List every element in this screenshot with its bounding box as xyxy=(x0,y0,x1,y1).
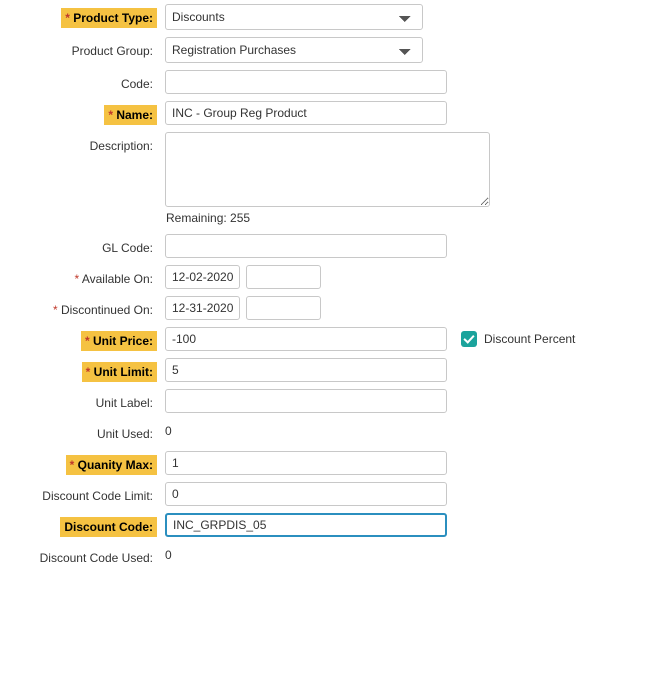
form-row-description xyxy=(0,132,656,207)
form-row-code xyxy=(0,70,656,94)
discount-code-used-field-cell xyxy=(165,544,656,562)
form-row-product-group xyxy=(0,37,656,63)
product-group-field-cell xyxy=(165,37,656,63)
available-on-time-input[interactable] xyxy=(246,265,321,289)
name-label-cell xyxy=(0,101,165,125)
form-row-unit-price xyxy=(0,327,656,351)
available-on-label: * Available On: xyxy=(74,272,153,286)
description-textarea[interactable] xyxy=(165,132,490,207)
discount-code-used-label: Discount Code Used: xyxy=(39,551,153,565)
unit-price-input[interactable] xyxy=(165,327,447,351)
description-label-cell xyxy=(0,132,165,156)
product-group-label-cell xyxy=(0,37,165,61)
product-type-select[interactable] xyxy=(165,4,423,30)
discontinued-on-label-cell xyxy=(0,296,165,320)
description-remaining-counter: Remaining: 255 xyxy=(166,211,251,225)
product-group-select[interactable] xyxy=(165,37,423,63)
form-row-discontinued-on xyxy=(0,296,656,320)
form-row-unit-label xyxy=(0,389,656,413)
discontinued-on-date-input[interactable] xyxy=(165,296,240,320)
description-field-cell xyxy=(165,132,656,207)
discount-code-used-value: 0 xyxy=(165,548,172,562)
discount-code-limit-label: Discount Code Limit: xyxy=(42,489,153,503)
discontinued-on-field-cell xyxy=(165,296,656,320)
form-row-product-type xyxy=(0,4,656,30)
name-label: * Name: xyxy=(104,105,157,125)
unit-label-label-cell xyxy=(0,389,165,413)
discontinued-on-label: * Discontinued On: xyxy=(52,303,153,317)
discount-code-limit-label-cell xyxy=(0,482,165,506)
code-input[interactable] xyxy=(165,70,447,94)
quanity-max-field-cell xyxy=(165,451,656,475)
discount-code-used-label-cell xyxy=(0,544,165,568)
unit-label-label: Unit Label: xyxy=(95,396,153,410)
product-type-label-cell xyxy=(0,4,165,28)
available-on-label-cell xyxy=(0,265,165,289)
discontinued-on-time-input[interactable] xyxy=(246,296,321,320)
discount-code-field-cell xyxy=(165,513,656,537)
unit-used-label-cell xyxy=(0,420,165,444)
quanity-max-input[interactable] xyxy=(165,451,447,475)
form-row-unit-limit xyxy=(0,358,656,382)
quanity-max-label-cell xyxy=(0,451,165,475)
form-row-discount-code xyxy=(0,513,656,537)
discount-code-input[interactable] xyxy=(165,513,447,537)
name-input[interactable] xyxy=(165,101,447,125)
product-group-label: Product Group: xyxy=(71,44,153,58)
description-label: Description: xyxy=(89,139,153,153)
gl-code-label-cell xyxy=(0,234,165,258)
unit-used-value: 0 xyxy=(165,424,172,438)
unit-limit-field-cell xyxy=(165,358,656,382)
gl-code-field-cell xyxy=(165,234,656,258)
unit-label-field-cell xyxy=(165,389,656,413)
unit-price-field-cell xyxy=(165,327,656,351)
discount-code-limit-field-cell xyxy=(165,482,656,506)
discount-percent-checkbox[interactable] xyxy=(461,331,477,347)
discount-code-limit-input[interactable] xyxy=(165,482,447,506)
product-type-label: * Product Type: xyxy=(61,8,157,28)
form-row-unit-used xyxy=(0,420,656,444)
form-row-name xyxy=(0,101,656,125)
code-label-cell xyxy=(0,70,165,94)
form-row-discount-code-used xyxy=(0,544,656,568)
unit-limit-input[interactable] xyxy=(165,358,447,382)
unit-used-label: Unit Used: xyxy=(96,427,153,441)
discount-code-label-cell xyxy=(0,513,165,537)
code-field-cell xyxy=(165,70,656,94)
form-row-gl-code xyxy=(0,234,656,258)
gl-code-label: GL Code: xyxy=(102,241,153,255)
form-row-quanity-max xyxy=(0,451,656,475)
discount-code-label: Discount Code: xyxy=(60,517,157,537)
quanity-max-label: * Quanity Max: xyxy=(66,455,157,475)
form-row-available-on xyxy=(0,265,656,289)
unit-limit-label: * Unit Limit: xyxy=(82,362,157,382)
unit-price-label: * Unit Price: xyxy=(81,331,157,351)
available-on-date-input[interactable] xyxy=(165,265,240,289)
form-row-discount-code-limit xyxy=(0,482,656,506)
unit-used-field-cell xyxy=(165,420,656,438)
gl-code-input[interactable] xyxy=(165,234,447,258)
discount-percent-label: Discount Percent xyxy=(484,332,576,346)
product-type-field-cell xyxy=(165,4,656,30)
name-field-cell xyxy=(165,101,656,125)
discount-percent-checkbox-wrap[interactable] xyxy=(461,331,575,347)
available-on-field-cell xyxy=(165,265,656,289)
unit-label-input[interactable] xyxy=(165,389,447,413)
code-label: Code: xyxy=(120,77,153,91)
unit-limit-label-cell xyxy=(0,358,165,382)
unit-price-label-cell xyxy=(0,327,165,351)
